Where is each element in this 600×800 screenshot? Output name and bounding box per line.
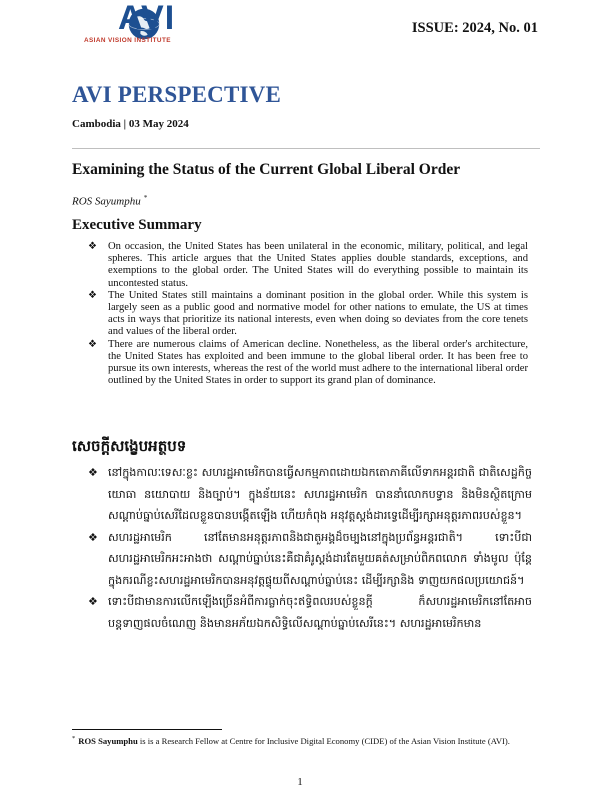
article-title: Examining the Status of the Current Global Liberal Order bbox=[72, 161, 461, 178]
author-line bbox=[72, 194, 147, 208]
bullet-diamond-icon: ❖ bbox=[88, 466, 98, 479]
list-item-text: សហរដ្ឋអាមេរិក នៅតែមានអនុត្តរភាពនិងជាតួអង្គដ៏ចម្បងនៅក្នុងប្រព័ន្ធអន្តរជាតិ។ ទោះបីជា សហរដ្ឋអាមេរិកអះអាងថា សណ្តាប់ធ្នាប់នេះគឺជាគំរូស្តង់ដារតែមួយគត់សម្រាប់ពិភពលោក ទាំងមូល ប៉ុន្តែក្នុងករណីខ្លះសហរដ្ឋអាមេរិកបានអនុវត្តផ្ទុយពីសណ្តាប់ធ្នាប់នេះ ដើម្បីរក្សានិង ទាញយកផលប្រយោជន៍។ bbox=[108, 530, 532, 587]
page-number: 1 bbox=[297, 776, 303, 788]
issue-label: ISSUE: 2024, No. 01 bbox=[411, 20, 538, 36]
bullet-diamond-icon: ❖ bbox=[88, 595, 98, 608]
logo-subtitle: ASIAN VISION INSTITUTE bbox=[84, 37, 171, 44]
list-item bbox=[86, 591, 532, 634]
bullet-diamond-icon: ❖ bbox=[88, 241, 97, 252]
author-footnote-mark: * bbox=[143, 194, 147, 202]
khmer-summary-list bbox=[86, 462, 532, 634]
list-item-text: The United States still maintains a dominant position in the global order. While this system is largely seen as a public good and normative model for other nations to emulate, the US at times acts in ways that prioritize its national interests, even when doing so deviates from the core tenets and values of the liberal order. bbox=[108, 289, 528, 338]
executive-summary-heading: Executive Summary bbox=[72, 217, 202, 233]
bullet-diamond-icon: ❖ bbox=[88, 530, 98, 544]
publication-meta: Cambodia | 03 May 2024 bbox=[72, 118, 189, 130]
list-item bbox=[86, 241, 528, 290]
list-item-text: នៅក្នុងកាលៈទេសៈខ្លះ សហរដ្ឋអាមេរិកបានធ្វើសកម្មភាពដោយឯកតោភាគីលើទាកអន្តរជាតិ ជាតិសេដ្ឋកិច្ច យោធា នយោបាយ និងច្បាប់។ ក្នុងន័យនេះ សហរដ្ឋអាមេរិក បាននាំលោកបទ្ធាន និងមិនស្ថិតក្រោមសណ្តាប់ធ្នាប់សេរីដែលខ្លួនបានបង្កើតឡើង ហើយកំពុង អនុវត្តស្តង់ដារទ្វេដើម្បីរក្សាអនុត្តរភាពរបស់ខ្លួន។ bbox=[108, 466, 532, 522]
author-name: ROS Sayumphu bbox=[72, 195, 141, 208]
khmer-summary-heading: សេចក្តីសង្ខេបអត្ថបទ bbox=[72, 437, 187, 455]
footnote-name: ROS Sayumphu bbox=[78, 735, 138, 746]
footnote-text: is is a Research Fellow at Centre for Inclusive Digital Economy (CIDE) of the Asian Vision Institute (AVI). bbox=[137, 735, 510, 746]
list-item bbox=[86, 290, 528, 339]
list-item-text: On occasion, the United States has been unilateral in the economic, military, political, and legal spheres. This article argues that the United States applies double standards, exceptions, and exemptions to the global order. The United States will do everything possible to maintain its uncontested status. bbox=[108, 241, 528, 289]
list-item bbox=[86, 527, 532, 592]
bullet-diamond-icon: ❖ bbox=[88, 289, 97, 301]
publication-title: AVI PERSPECTIVE bbox=[72, 82, 281, 107]
header-divider bbox=[72, 148, 540, 149]
list-item-text: There are numerous claims of American decline. Nonetheless, as the liberal order's architecture, the United States has exploited and been immune to the global liberal order. It has been free to pursue its own interests, whereas the rest of the world must adhere to the international liberal order outlined by the United States in order to support its grand plan of dominance. bbox=[108, 338, 528, 387]
logo-text: AVI bbox=[118, 0, 176, 37]
list-item bbox=[86, 462, 532, 527]
footnote-divider bbox=[72, 729, 222, 730]
executive-summary-list bbox=[86, 241, 528, 387]
list-item-text: ទោះបីជាមានការលើកឡើងច្រើនអំពីការធ្លាក់ចុះឥទ្ធិពលរបស់ខ្លួនក្តី ក៏សហរដ្ឋអាមេរិកនៅតែអាច បន្តទាញផលចំណេញ និងមានអភ័យឯកសិទ្ធិលើសណ្តាប់ធ្នាប់សេរីនេះ។ សហរដ្ឋអាមេរិកមាន bbox=[108, 595, 532, 630]
khmer-summary-region bbox=[0, 455, 600, 720]
list-item bbox=[86, 339, 528, 388]
footnote bbox=[72, 734, 540, 746]
footnote-mark: * bbox=[72, 735, 76, 742]
bullet-diamond-icon: ❖ bbox=[88, 338, 97, 350]
